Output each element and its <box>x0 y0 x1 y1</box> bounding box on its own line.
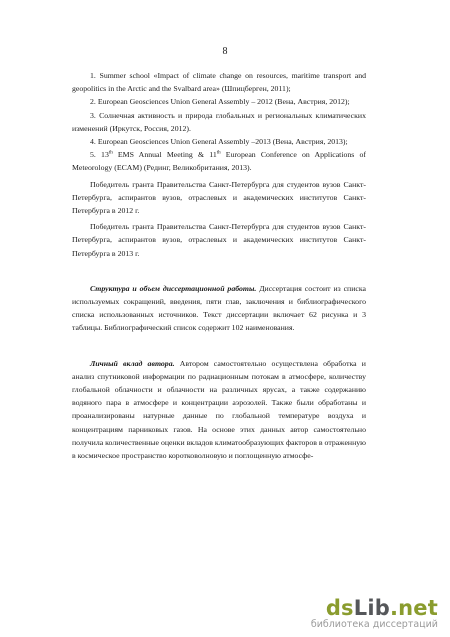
dslib-logo: dsLib.net <box>325 596 438 620</box>
dslib-watermark <box>311 597 438 631</box>
conference-item-5: 5. 13th EMS Annual Meeting & 11th European Conference on Applications of Meteorology (ECAM) (Рединг, Великобритания, 2013). <box>72 150 367 173</box>
structure-heading: Структура и объем диссертационной работы. <box>90 283 257 293</box>
dslib-subtitle: библиотека диссертаций <box>310 619 438 630</box>
conference-item-4: 4. European Geosciences Union General Assembly –2013 (Вена, Австрия, 2013); <box>90 137 348 147</box>
conference-item-3: 3. Солнечная активность и природа глобальных и региональных климатических изменений (Иркутск, Россия, 2012). <box>72 110 366 133</box>
grant-paragraph-2013: Победитель гранта Правительства Санкт-Петербурга для студентов вузов Санкт-Петербурга, аспирантов вузов, отраслевых и академических институтов Санкт-Петербурга в 2013 г. <box>72 222 366 258</box>
structure-paragraph <box>72 282 366 335</box>
conference-item-1: 1. Summer school «Impact of climate change on resources, maritime transport and geopolitics in the Arctic and the Svalbard area» (Шпицберген, 2011); <box>72 71 366 94</box>
grant-paragraph-2012: Победитель гранта Правительства Санкт-Петербурга для студентов вузов Санкт-Петербурга, аспирантов вузов, отраслевых и академических институтов Санкт-Петербурга в 2012 г. <box>72 179 366 216</box>
conference-item-2: 2. European Geosciences Union General Assembly – 2012 (Вена, Австрия, 2012); <box>90 97 350 107</box>
structure-text: Диссертация состоит из списка используемых сокращений, введения, пяти глав, заключения и библиографического списка использованных источников. Текст диссертации включает 62 рисунка и 3 таблицы. Библиографический список содержит 102 наименования. <box>72 283 366 333</box>
page-body <box>72 69 366 462</box>
contribution-text: Автором самостоятельно осуществлена обработка и анализ спутниковой информации по радиационным потокам в атмосфере, количеству глобальной облачности и облачности на различных ярусах, а также содержанию водяного пара в атмосфере и концентрации аэрозолей. Также были обработаны и проанализированы натурные данные по глобальной температуре воздуха и концентрациям парниковых газов. На основе этих данных автор самостоятельно получила количественные оценки вкладов климатообразующих факторов в отраженную в космическое пространство коротковолновую и поглощенную атмосфе- <box>72 358 366 461</box>
contribution-heading: Личный вклад автора. <box>90 358 175 368</box>
contribution-paragraph <box>72 357 366 463</box>
page-number: 8 <box>222 46 228 57</box>
